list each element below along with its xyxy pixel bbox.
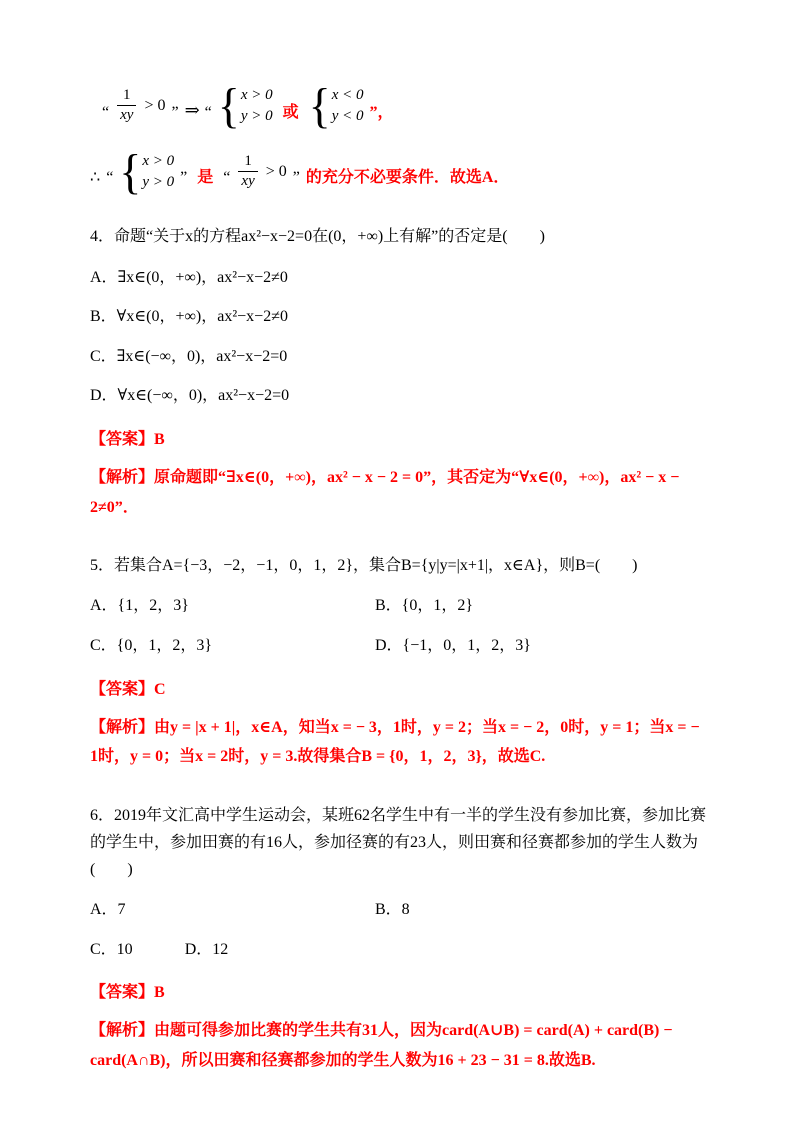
previous-solution-block <box>90 78 710 198</box>
analysis-line <box>90 1016 710 1075</box>
question-5 <box>90 552 710 772</box>
fraction-denominator: xy <box>117 105 136 126</box>
system-x-pos-y-pos <box>217 78 273 133</box>
close-quote: ” <box>180 169 188 187</box>
left-brace-icon: { <box>217 78 240 133</box>
answer-label: 【答案】 <box>90 984 155 1002</box>
answer-value: C <box>154 680 166 698</box>
option-b: B．{0，1，2} <box>375 597 474 615</box>
answer-value: B <box>154 984 165 1002</box>
option-c: C．∃x∈(−∞，0)，ax²−x−2=0 <box>90 347 288 365</box>
open-quote: “ <box>204 103 212 121</box>
option-d: D．{−1，0，1，2，3} <box>375 636 531 654</box>
question-stem: 6．2019年文汇高中学生运动会，某班62名学生中有一半的学生没有参加比赛，参加比赛的学生中，参加田赛的有16人，参加径赛的有23人，则田赛和径赛都参加的学生人数为( ) <box>90 806 707 879</box>
answer-label: 【答案】 <box>90 430 155 448</box>
left-brace-icon: { <box>119 144 142 198</box>
option-a: A．7 <box>90 901 126 919</box>
option-a: A．∃x∈(0，+∞)，ax²−x−2≠0 <box>90 268 288 286</box>
analysis-label: 【解析】 <box>90 468 155 486</box>
option-d: D．∀x∈(−∞，0)，ax²−x−2=0 <box>90 387 290 405</box>
answer-value: B <box>154 430 165 448</box>
is-word: 是 <box>197 169 214 187</box>
system-row: y > 0 <box>142 173 175 190</box>
close-quote: ” <box>292 169 300 187</box>
question-4 <box>90 223 710 522</box>
relation-gt-zero: > 0 <box>265 162 287 180</box>
analysis-label: 【解析】 <box>90 1022 155 1040</box>
system-row: x > 0 <box>142 152 175 169</box>
fraction-1-over-xy <box>115 86 138 126</box>
answer-line <box>90 979 710 1002</box>
implies-arrow-icon: ⇒ <box>184 100 199 121</box>
open-quote: “ <box>223 169 231 187</box>
or-connector: 或 <box>282 103 299 121</box>
system-row: x > 0 <box>240 86 273 103</box>
question-stem: 4．命题“关于x的方程ax²−x−2=0在(0，+∞)上有解”的否定是( ) <box>90 228 545 246</box>
fraction-1-over-xy <box>236 152 259 192</box>
fraction-numerator: 1 <box>244 152 252 169</box>
option-c: C．10 <box>90 940 133 958</box>
conclusion-line <box>90 144 710 198</box>
analysis-line <box>90 713 710 772</box>
system-row: x < 0 <box>331 86 364 103</box>
analysis-text: 原命题即“∃x∈(0，+∞)，ax² − x − 2 = 0”，其否定为“∀x∈(0，+∞)，ax² − x − 2≠0”． <box>90 468 680 516</box>
therefore-symbol: ∴ <box>90 169 101 187</box>
option-d: D．12 <box>184 940 229 958</box>
system-x-neg-y-neg <box>308 78 364 133</box>
option-a: A．{1，2，3} <box>90 597 189 615</box>
fraction-denominator: xy <box>238 171 257 192</box>
options-grid <box>90 579 710 658</box>
system-x-pos-y-pos <box>119 144 175 198</box>
option-b: B．8 <box>375 901 410 919</box>
analysis-line <box>90 463 710 522</box>
relation-gt-zero: > 0 <box>144 97 166 115</box>
open-quote: “ <box>102 103 110 121</box>
analysis-label: 【解析】 <box>90 718 155 736</box>
close-quote: ” <box>171 103 179 121</box>
answer-line <box>90 676 710 699</box>
options-grid <box>90 883 710 923</box>
option-c: C．{0，1，2，3} <box>90 636 213 654</box>
fraction-numerator: 1 <box>123 86 131 103</box>
system-row: y > 0 <box>240 107 273 124</box>
question-stem: 5．若集合A={−3，−2，−1，0，1，2}，集合B={y|y=|x+1|，x∈A}，则B=( ) <box>90 557 638 575</box>
conclusion-text: 的充分不必要条件．故选A． <box>305 169 510 187</box>
open-quote: “ <box>106 169 114 187</box>
left-brace-icon: { <box>308 78 331 133</box>
system-row: y < 0 <box>331 107 364 124</box>
answer-label: 【答案】 <box>90 680 155 698</box>
analysis-text: 由题可得参加比赛的学生共有31人，因为card(A∪B) = card(A) + card(B) − card(A∩B)，所以田赛和径赛都参加的学生人数为16 + 23 − 31 = 8.故选B. <box>90 1022 673 1070</box>
close-quote-comma: ”， <box>369 103 394 121</box>
analysis-text: 由y = |x + 1|，x∈A，知当x = − 3，1时，y = 2；当x = − 2，0时，y = 1；当x = − 1时，y = 0；当x = 2时，y = 3.故得集合B = {0，1，2，3}，故选C. <box>90 718 700 766</box>
implication-line <box>102 78 710 133</box>
question-6 <box>90 802 710 1076</box>
option-pair-cd <box>90 937 710 963</box>
option-b: B．∀x∈(0，+∞)，ax²−x−2≠0 <box>90 308 288 326</box>
answer-line <box>90 426 710 449</box>
